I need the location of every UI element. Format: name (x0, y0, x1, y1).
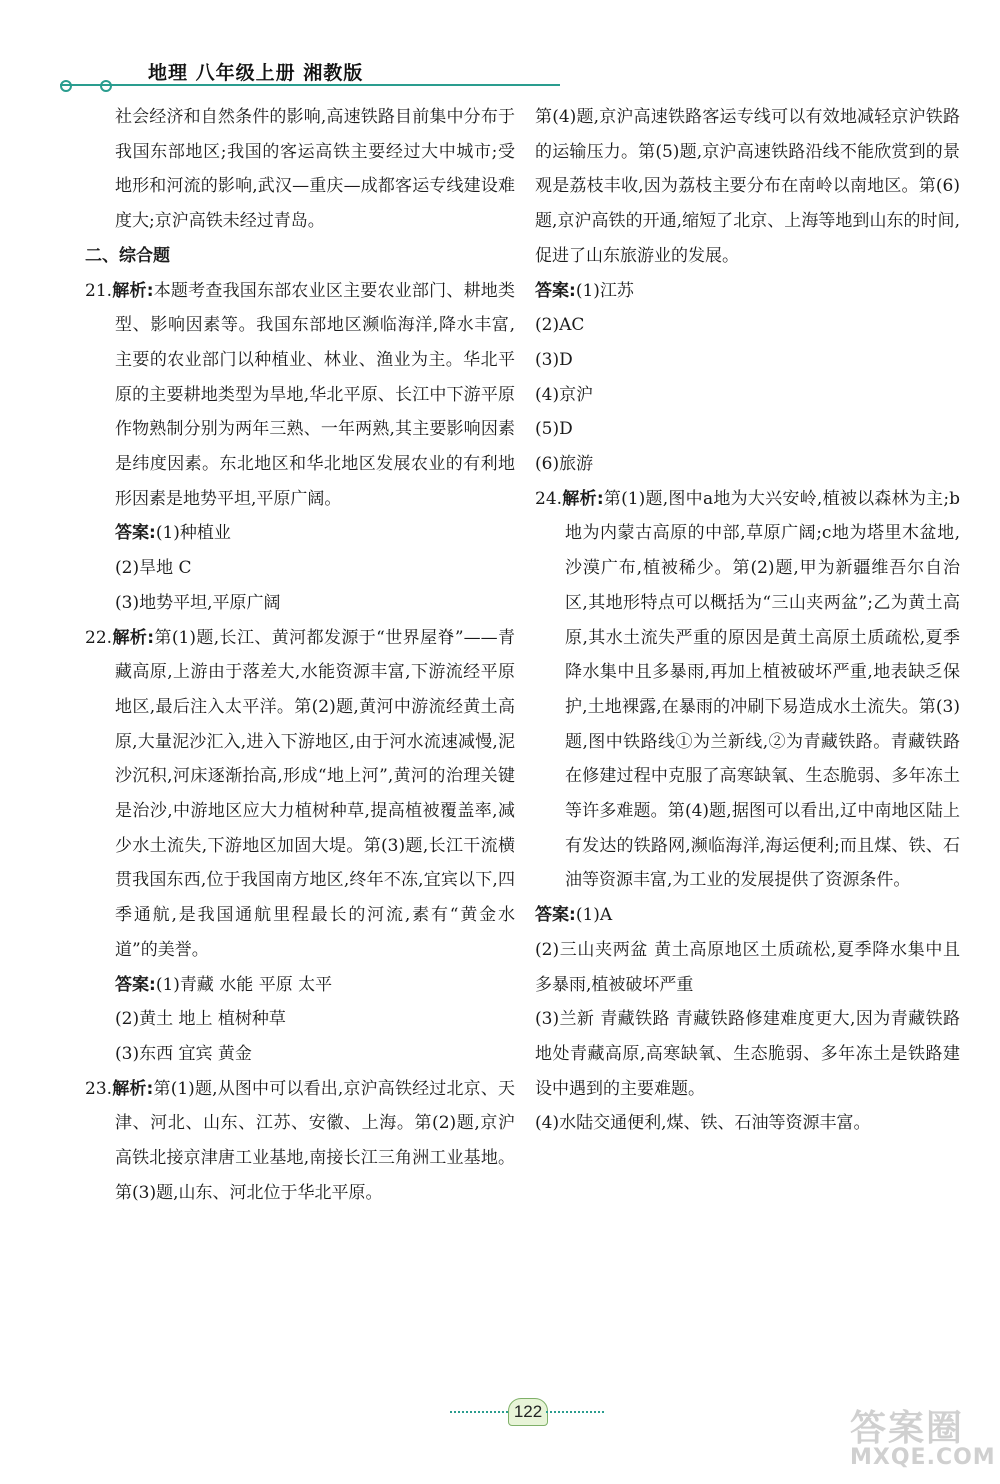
page-footer (450, 1398, 600, 1428)
question-24-answer-3: (3)兰新 青藏铁路 青藏铁路修建难度更大,因为青藏铁路地处青藏高原,高寒缺氧、生态脆弱、多年冻土是铁路建设中遇到的主要难题。 (535, 1009, 960, 1099)
header-title: 地理 八年级上册 湘教版 (148, 62, 364, 84)
question-22-answer-3: (3)东西 宜宾 黄金 (115, 1043, 252, 1064)
footer-dotted-rule (450, 1411, 508, 1413)
site-watermark (850, 1400, 996, 1480)
analysis-label: 解析: (112, 280, 154, 301)
answer-text: (1)江苏 (575, 280, 634, 301)
question-24-analysis (535, 482, 960, 898)
analysis-label: 解析: (562, 488, 604, 509)
section-title: 二、综合题 (85, 245, 170, 266)
question-23-answer-3: (3)D (535, 349, 573, 370)
question-21-answer-1 (85, 516, 515, 551)
question-24-answer-4: (4)水陆交通便利,煤、铁、石油等资源丰富。 (535, 1113, 871, 1134)
question-23-answer-4: (4)京沪 (535, 384, 594, 405)
question-23-analysis-continued: 第(4)题,京沪高速铁路客运专线可以有效地减轻京沪铁路的运输压力。第(5)题,京沪高速铁路沿线不能欣赏到的景观是荔枝丰收,因为荔枝主要分布在南岭以南地区。第(6)题,京沪高铁的开通,缩短了北京、上海等地到山东的时间,促进了山东旅游业的发展。 (535, 107, 960, 266)
question-number: 24. (535, 488, 563, 509)
answer-label: 答案: (535, 905, 576, 926)
footer-dotted-rule (546, 1411, 604, 1413)
question-23-answer-1 (535, 274, 960, 309)
question-23-analysis (85, 1072, 515, 1211)
answer-text: (1)A (575, 905, 613, 926)
question-22-analysis (85, 621, 515, 968)
header-ornament-circle (100, 80, 112, 92)
question-23-answer-2: (2)AC (535, 315, 585, 336)
watermark-logo-text: 答案圈 (850, 1408, 965, 1449)
analysis-label: 解析: (112, 627, 155, 648)
question-22-answer-2: (2)黄土 地上 植树种草 (115, 1009, 286, 1030)
analysis-text: 本题考查我国东部农业区主要农业部门、耕地类型、影响因素等。我国东部地区濒临海洋,降水丰富,主要的农业部门以种植业、林业、渔业为主。华北平原的主要耕地类型为旱地,华北平原、长江中下游平原作物熟制分别为两年三熟、一年两熟,其主要影响因素是纬度因素。东北地区和华北地区发展农业的有利地形因素是地势平坦,平原广阔。 (115, 280, 515, 509)
intro-paragraph: 社会经济和自然条件的影响,高速铁路目前集中分布于我国东部地区;我国的客运高铁主要经过大中城市;受地形和河流的影响,武汉—重庆—成都客运专线建设难度大;京沪高铁未经过青岛。 (115, 107, 515, 232)
left-column (85, 100, 515, 1211)
analysis-text: 第(1)题,从图中可以看出,京沪高铁经过北京、天津、河北、山东、江苏、安徽、上海。第(2)题,京沪高铁北接京津唐工业基地,南接长江三角洲工业基地。第(3)题,山东、河北位于华北平原。 (115, 1078, 515, 1203)
page-header (60, 58, 580, 98)
header-ornament-circle (60, 80, 72, 92)
question-23-answer-5: (5)D (535, 419, 573, 440)
page-number: 122 (508, 1398, 548, 1426)
answer-text: (1)青藏 水能 平原 太平 (155, 974, 333, 995)
answer-label: 答案: (115, 974, 156, 995)
answer-text: (1)种植业 (155, 523, 231, 544)
question-number: 21. (85, 280, 113, 301)
question-21-analysis (85, 274, 515, 517)
question-23-answer-6: (6)旅游 (535, 454, 594, 475)
watermark-url: MXQE.COM (850, 1445, 996, 1470)
question-number: 22. (85, 627, 113, 648)
answer-label: 答案: (115, 523, 156, 544)
right-column (535, 100, 960, 1141)
question-number: 23. (85, 1078, 113, 1099)
question-21-answer-2: (2)旱地 C (115, 558, 192, 579)
question-21-answer-3: (3)地势平坦,平原广阔 (115, 592, 281, 613)
question-22-answer-1 (85, 968, 515, 1003)
analysis-text: 第(1)题,图中a地为大兴安岭,植被以森林为主;b地为内蒙古高原的中部,草原广阔;c地为塔里木盆地,沙漠广布,植被稀少。第(2)题,甲为新疆维吾尔自治区,其地形特点可以概括为“三山夹两盆”;乙为黄土高原,其水土流失严重的原因是黄土高原土质疏松,夏季降水集中且多暴雨,再加上植被破坏严重,地表缺乏保护,土地裸露,在暴雨的冲刷下易造成水土流失。第(3)题,图中铁路线①为兰新线,②为青藏铁路。青藏铁路在修建过程中克服了高寒缺氧、生态脆弱、多年冻土等许多难题。第(4)题,据图可以看出,辽中南地区陆上有发达的铁路网,濒临海洋,海运便利;而且煤、铁、石油等资源丰富,为工业的发展提供了资源条件。 (565, 488, 960, 891)
analysis-text: 第(1)题,长江、黄河都发源于“世界屋脊”——青藏高原,上游由于落差大,水能资源丰富,下游流经平原地区,最后注入太平洋。第(2)题,黄河中游流经黄土高原,大量泥沙汇入,进入下游地区,由于河水流速减慢,泥沙沉积,河床逐渐抬高,形成“地上河”,黄河的治理关键是治沙,中游地区应大力植树种草,提高植被覆盖率,减少水土流失,下游地区加固大堤。第(3)题,长江干流横贯我国东西,位于我国南方地区,终年不冻,宜宾以下,四季通航,是我国通航里程最长的河流,素有“黄金水道”的美誉。 (115, 627, 515, 960)
question-24-answer-2: (2)三山夹两盆 黄土高原地区土质疏松,夏季降水集中且多暴雨,植被破坏严重 (535, 939, 960, 995)
answer-label: 答案: (535, 280, 576, 301)
analysis-label: 解析: (112, 1078, 154, 1099)
question-24-answer-1 (535, 898, 960, 933)
